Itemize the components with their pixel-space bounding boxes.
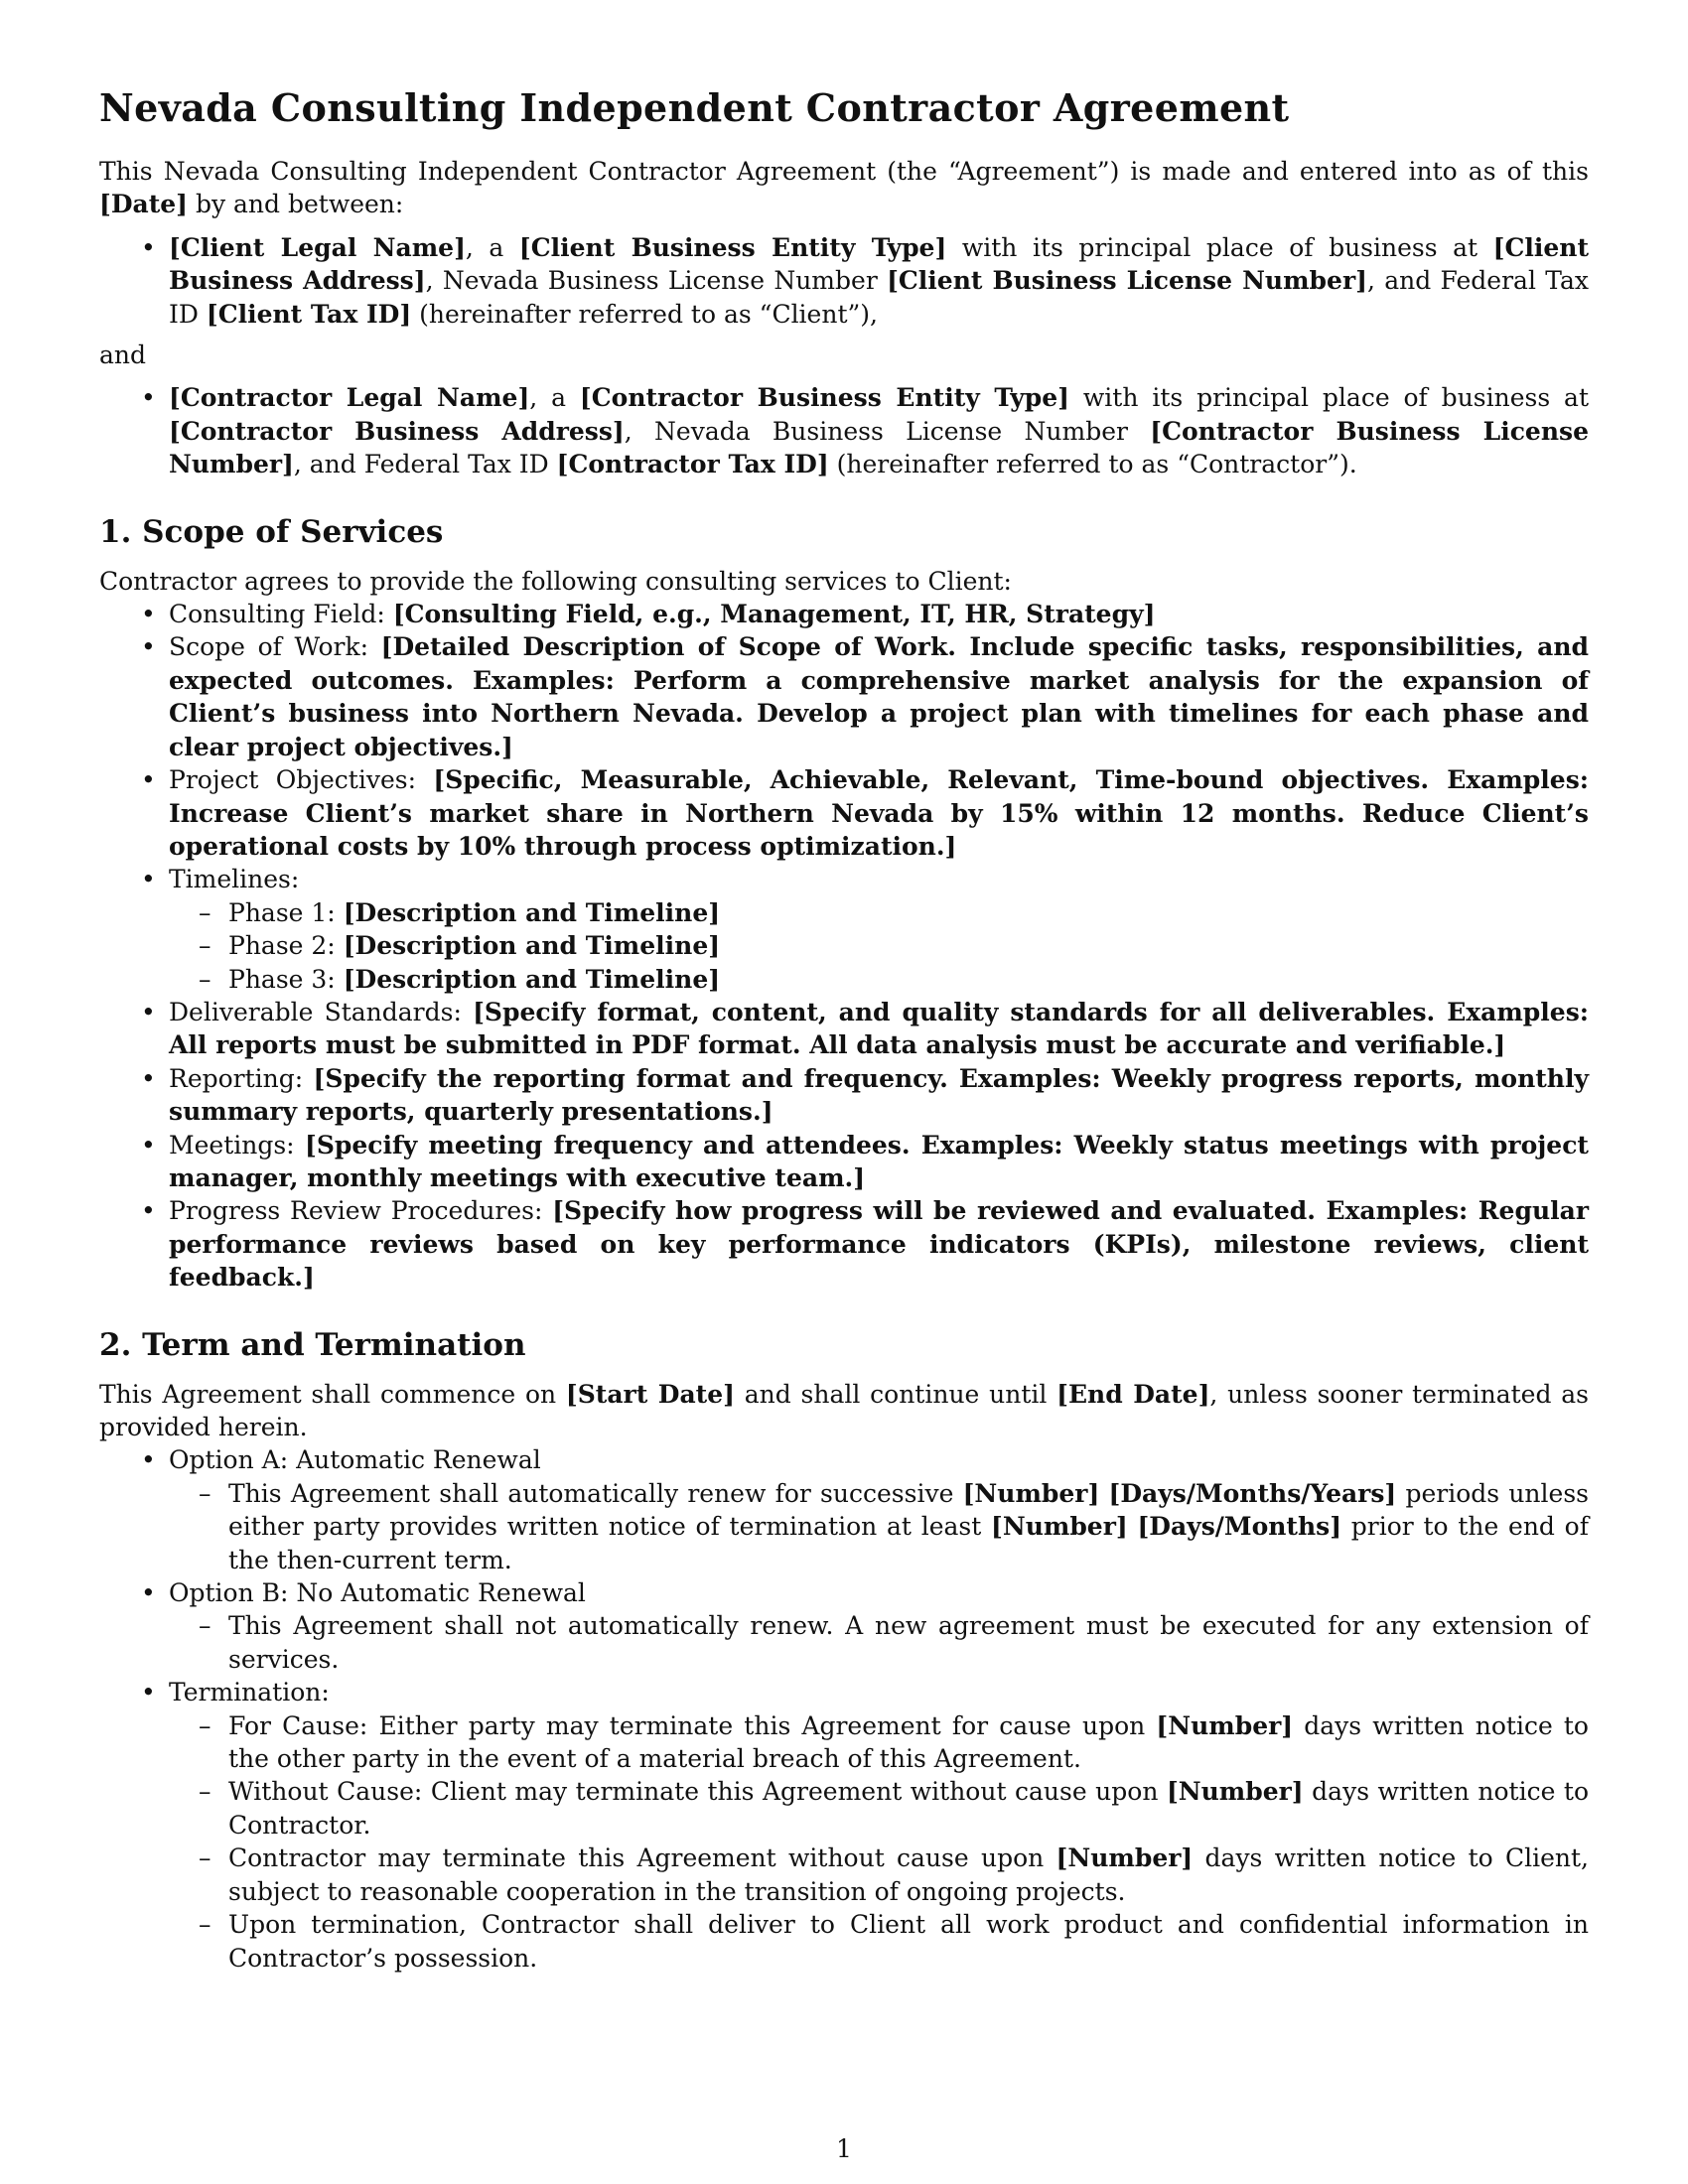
contractor-text: , and Federal Tax ID [293,450,557,479]
end-date-placeholder: [End Date] [1056,1379,1210,1409]
option-text [1099,1479,1108,1508]
list-item [169,598,1589,630]
list-item [169,1676,1589,1975]
client-party-item [169,231,1589,331]
client-text: , a [465,232,519,262]
phase-label: Phase 3: [228,964,344,994]
client-tax-id: [Client Tax ID] [206,299,412,329]
option-text: prior to the end of the then-current term. [228,1512,1589,1574]
option-b-label: Option B: No Automatic Renewal [169,1578,586,1608]
item-placeholder: [Specify the reporting format and frequency. Examples: Weekly progress reports, monthly summary reports, quarterly presentations.] [169,1063,1589,1127]
option-b-item: – This Agreement shall not automatically renew. A new agreement must be executed for any extension of services. [228,1609,1589,1676]
list-item [169,630,1589,763]
phase-label: Phase 1: [228,897,344,927]
phase-item [228,963,1589,996]
unit-placeholder: [Days/Months/Years] [1108,1478,1397,1508]
contractor-tax-id: [Contractor Tax ID] [556,450,829,479]
termination-sublist [169,1709,1589,1975]
item-placeholder: [Specify how progress will be reviewed and evaluated. Examples: Regular performance reviews based on key performance indicators (KPIs), milestone reviews, client feedback.] [169,1196,1589,1293]
term-text: and shall continue until [734,1379,1057,1409]
phase-placeholder: [Description and Timeline] [343,897,721,927]
option-text: periods unless either party provides written notice of termination at least [228,1478,1589,1542]
client-text: (hereinafter referred to as “Client”), [411,299,878,329]
client-license: [Client Business License Number] [887,266,1367,296]
item-label: Project Objectives: [169,765,434,795]
phase-item [228,896,1589,929]
contractor-license: [Contractor Business License Number] [169,416,1589,479]
contractor-text: with its principal place of business at [1069,383,1590,413]
termination-item: – Upon termination, Contractor shall deliver to Client all work product and confidential information in Contractor’s possession. [228,1908,1589,1975]
phase-list [169,896,1589,996]
start-date-placeholder: [Start Date] [565,1379,735,1409]
item-label: Consulting Field: [169,600,393,629]
item-placeholder: [Detailed Description of Scope of Work. Include specific tasks, responsibilities, and expected outcomes. Examples: Perform a comprehensive market analysis for the expansion of Client’s business into Northern Nevada. Develop a project plan with timelines for each phase and clear project objectives.] [169,632,1589,761]
termination-text: Without Cause: Client may terminate this Agreement without cause upon [228,1777,1167,1807]
intro-text-1: This Nevada Consulting Independent Contractor Agreement (the “Agreement”) is made and entered into as of this [99,157,1589,186]
term-text: , unless sooner terminated as provided herein. [99,1379,1589,1441]
section-1-heading: 1. Scope of Services [99,513,444,550]
document-title: Nevada Consulting Independent Contractor Agreement [99,85,1290,130]
number-placeholder: [Number] [1166,1777,1304,1807]
list-item [169,1129,1589,1195]
termination-item [228,1775,1589,1842]
termination-text: days written notice to Client, subject to reasonable cooperation in the transition of ongoing projects. [228,1843,1590,1906]
termination-label: Termination: [169,1678,330,1707]
list-item [169,863,1589,996]
item-label: Timelines: [169,865,300,894]
section-1-intro: Contractor agrees to provide the following consulting services to Client: [99,566,1012,596]
item-label: Scope of Work: [169,632,381,662]
number-placeholder: [Number] [1156,1710,1294,1740]
contractor-text: , Nevada Business License Number [624,416,1151,446]
list-item [169,1443,1589,1576]
section-2-intro [99,1378,1589,1444]
item-placeholder: [Consulting Field, e.g., Management, IT, HR, Strategy] [392,600,1156,629]
unit-placeholder: [Days/Months] [1137,1512,1342,1542]
contractor-name: [Contractor Legal Name] [169,383,530,413]
scope-list [99,598,1589,1295]
item-placeholder: [Specify meeting frequency and attendees. Examples: Weekly status meetings with project manager, monthly meetings with executive team.] [169,1130,1589,1192]
termination-text: For Cause: Either party may terminate this Agreement for cause upon [228,1710,1157,1740]
termination-item [228,1842,1589,1908]
client-text: , and Federal Tax ID [169,266,1589,329]
section-2-heading: 2. Term and Termination [99,1326,526,1363]
phase-label: Phase 2: [228,931,344,961]
client-text: with its principal place of business at [946,232,1493,262]
option-b-sublist [169,1609,1589,1676]
option-a-sublist [169,1477,1589,1576]
list-item [169,1194,1589,1294]
termination-text: Contractor may terminate this Agreement without cause upon [228,1843,1056,1873]
phase-placeholder: [Description and Timeline] [343,964,721,994]
client-text: , Nevada Business License Number [425,266,888,296]
page-number: 1 [836,2134,852,2163]
contractor-text: , a [529,383,580,413]
and-separator: and [99,341,147,370]
list-item [169,1576,1589,1676]
item-placeholder: [Specific, Measurable, Achievable, Relevant, Time-bound objectives. Examples: Increase Client’s market share in Northern Nevada by 15% within 12 months. Reduce Client’s operational costs by 10% through process optimization.] [169,765,1589,861]
termination-text: days written notice to the other party in the event of a material breach of this Agreement. [228,1710,1589,1774]
client-entity: [Client Business Entity Type] [518,232,947,262]
number-placeholder: [Number] [991,1512,1128,1542]
intro-paragraph [99,155,1589,221]
contractor-entity: [Contractor Business Entity Type] [579,383,1070,413]
phase-placeholder: [Description and Timeline] [343,931,721,961]
termination-text: days written notice to Contractor. [228,1777,1589,1840]
item-label: Deliverable Standards: [169,997,474,1026]
option-a-item [228,1477,1589,1576]
document-page [99,85,1589,1975]
intro-text-2: by and between: [188,190,404,219]
termination-item [228,1709,1589,1776]
date-placeholder: [Date] [99,190,188,219]
item-placeholder: [Specify format, content, and quality standards for all deliverables. Examples: All reports must be submitted in PDF format. All data analysis must be accurate and verifiable.] [169,997,1589,1060]
list-item [169,1062,1589,1129]
contractor-address: [Contractor Business Address] [169,416,625,446]
client-name: [Client Legal Name] [169,232,466,262]
item-label: Meetings: [169,1130,305,1160]
option-text [1128,1512,1138,1541]
item-label: Progress Review Procedures: [169,1196,553,1226]
contractor-party-item [169,381,1589,480]
list-item [169,763,1589,863]
option-text: This Agreement shall automatically renew for successive [228,1478,963,1508]
term-list [99,1443,1589,1975]
list-item [169,996,1589,1062]
phase-item [228,929,1589,962]
option-a-label: Option A: Automatic Renewal [169,1445,541,1475]
number-placeholder: [Number] [962,1478,1100,1508]
contractor-text: (hereinafter referred to as “Contractor”). [828,450,1357,479]
term-text: This Agreement shall commence on [99,1379,566,1409]
number-placeholder: [Number] [1055,1843,1194,1873]
client-address: [Client Business Address] [169,232,1590,296]
item-label: Reporting: [169,1063,314,1093]
client-party-list [99,231,1589,331]
contractor-party-list [99,381,1589,480]
